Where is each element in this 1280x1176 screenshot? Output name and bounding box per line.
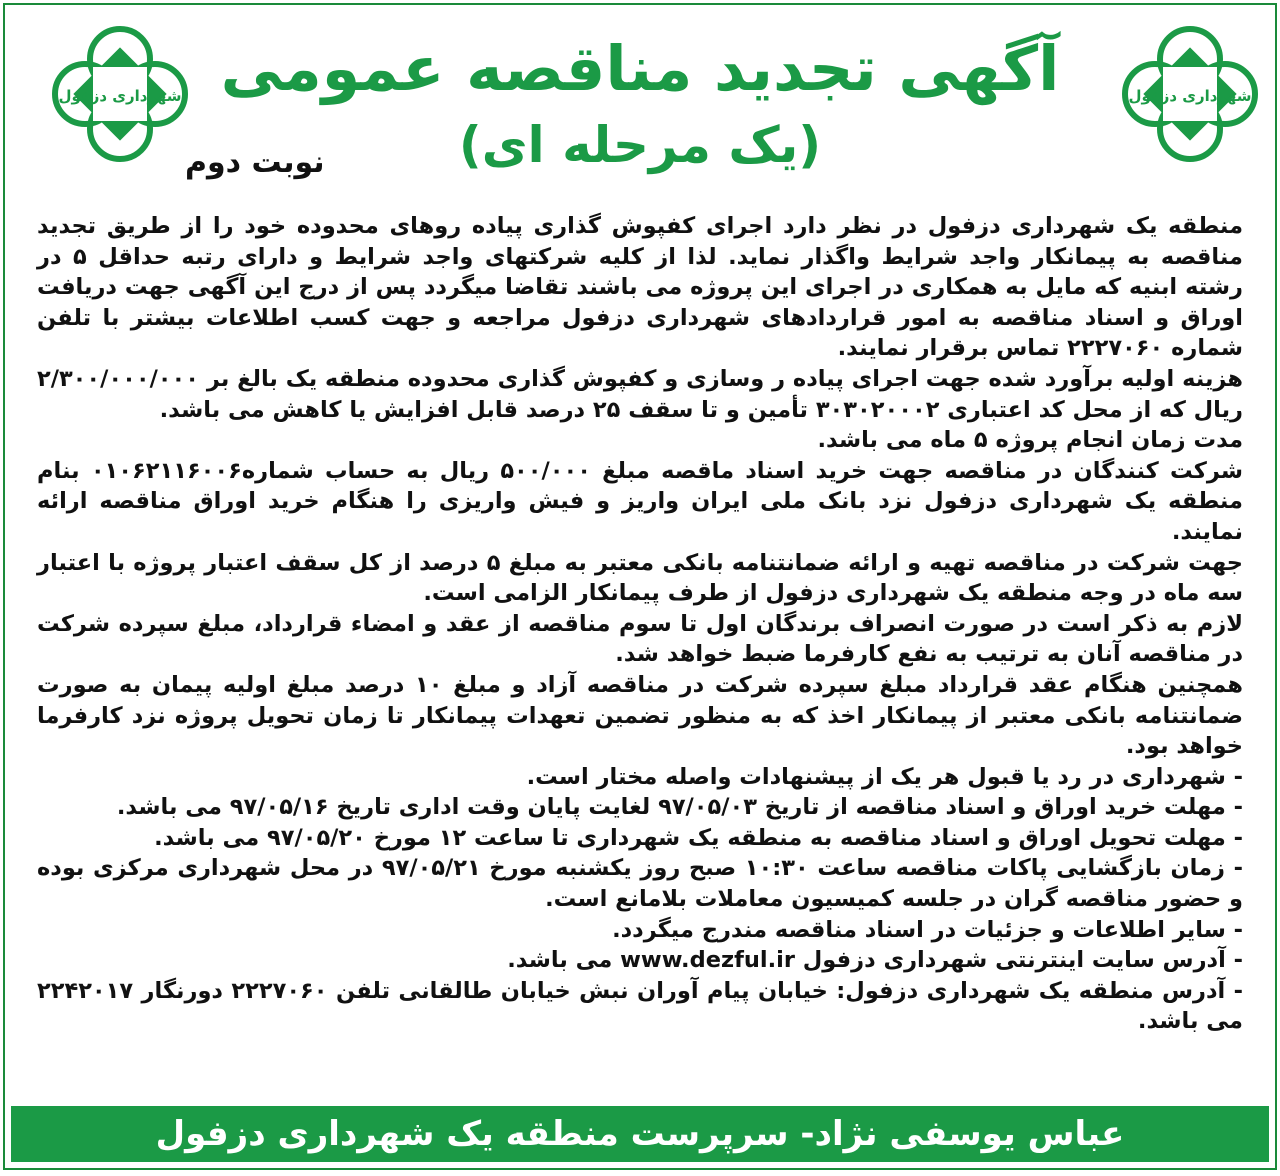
signature-bar: عباس یوسفی نژاد- سرپرست منطقه یک شهرداری دزفول	[11, 1106, 1269, 1162]
paragraph: شرکت کنندگان در مناقصه جهت خرید اسناد ماقصه مبلغ ۵۰۰/۰۰۰ ریال به حساب شماره۰۱۰۶۲۱۱۶۰۰۶ بنام منطقه یک شهرداری دزفول نزد بانک ملی ایران واریز و فیش واریزی را هنگام خرید اوراق مناقصه ارائه نمایند.	[37, 457, 1243, 545]
paragraph: هزینه اولیه برآورد شده جهت اجرای پیاده ر وسازی و کفپوش گذاری محدوده منطقه یک بالغ بر ۲/۳۰۰/۰۰۰/۰۰۰ ریال که از محل کد اعتباری ۳۰۳۰۲۰۰۰۲ تأمین و تا سقف ۲۵ درصد قابل افزایش یا کاهش می باشد.	[37, 365, 1243, 423]
logo-text: شهرداری دزفول	[1128, 87, 1252, 105]
list-item: - آدرس سایت اینترنتی شهرداری دزفول www.dezful.ir می باشد.	[507, 947, 1243, 974]
paragraph: منطقه یک شهرداری دزفول در نظر دارد اجرای کفپوش گذاری پیاده روهای محدوده خود را از طریق تجدید مناقصه به پیمانکار واجد شرایط واگذار نماید. لذا از کلیه شرکتهای واجد شرایط و دارای رتبه حداقل ۵ در رشته ابنیه که مایل به همکاری در اجرای این پروژه می باشند تقاضا میگردد پس از درج این آگهی جهت دریافت اوراق و اسناد مناقصه به امور قراردادهای شهرداری دزفول مراجعه و جهت کسب اطلاعات بیشتر با تلفن شماره ۲۲۲۷۰۶۰ تماس برقرار نمایند.	[37, 213, 1243, 362]
paragraph: لازم به ذکر است در صورت انصراف برندگان اول تا سوم مناقصه از عقد و امضاء قرارداد، مبلغ سپرده شرکت در مناقصه آنان به ترتیب به نفع کارفرما ضبط خواهد شد.	[37, 610, 1243, 668]
list-item: - زمان بازگشایی پاکات مناقصه ساعت ۱۰:۳۰ صبح روز یکشنبه مورخ ۹۷/۰۵/۲۱ در محل شهرداری مرکزی بوده و حضور مناقصه گران در جلسه کمیسیون معاملات بلامانع است.	[37, 855, 1243, 913]
notice-title: آگهی تجدید مناقصه عمومی	[220, 32, 1060, 105]
list-item: - سایر اطلاعات و جزئیات در اسناد مناقصه مندرج میگردد.	[612, 916, 1243, 943]
notice-subtitle: (یک مرحله ای)	[458, 116, 822, 174]
notice-body	[37, 211, 1243, 1037]
list-item: - آدرس منطقه یک شهرداری دزفول: خیابان پیام آوران نبش خیابان طالقانی تلفن ۲۲۲۷۰۶۰ دورنگار ۲۲۴۲۰۱۷ می باشد.	[37, 977, 1243, 1035]
paragraph: همچنین هنگام عقد قرارداد مبلغ سپرده شرکت در مناقصه آزاد و مبلغ ۱۰ درصد مبلغ اولیه پیمان به صورت ضمانتنامه بانکی معتبر از پیمانکار اخذ که به منظور تضمین تعهدات پیمانکار تا زمان تحویل پروژه نزد کارفرما خواهد بود.	[37, 671, 1243, 760]
list-item: - مهلت تحویل اوراق و اسناد مناقصه به منطقه یک شهرداری تا ساعت ۱۲ مورخ ۹۷/۰۵/۲۰ می باشد.	[154, 824, 1243, 851]
list-item: - مهلت خرید اوراق و اسناد مناقصه از تاریخ ۹۷/۰۵/۰۳ لغایت پایان وقت اداری تاریخ ۹۷/۰۵/۱۶ می باشد.	[116, 794, 1243, 821]
list-item: - شهرداری در رد یا قبول هر یک از پیشنهادات واصله مختار است.	[526, 763, 1243, 790]
notice-page	[3, 3, 1277, 1170]
paragraph: جهت شرکت در مناقصه تهیه و ارائه ضمانتنامه بانکی معتبر به مبلغ ۵ درصد از کل سقف اعتبار پروژه با اعتبار سه ماه در وجه منطقه یک شهرداری دزفول از طرف پیمانکار الزامی است.	[37, 549, 1244, 607]
publication-round: نوبت دوم	[185, 145, 325, 180]
logo-text: شهرداری دزفول	[58, 87, 182, 105]
paragraph: مدت زمان انجام پروژه ۵ ماه می باشد.	[817, 427, 1243, 454]
